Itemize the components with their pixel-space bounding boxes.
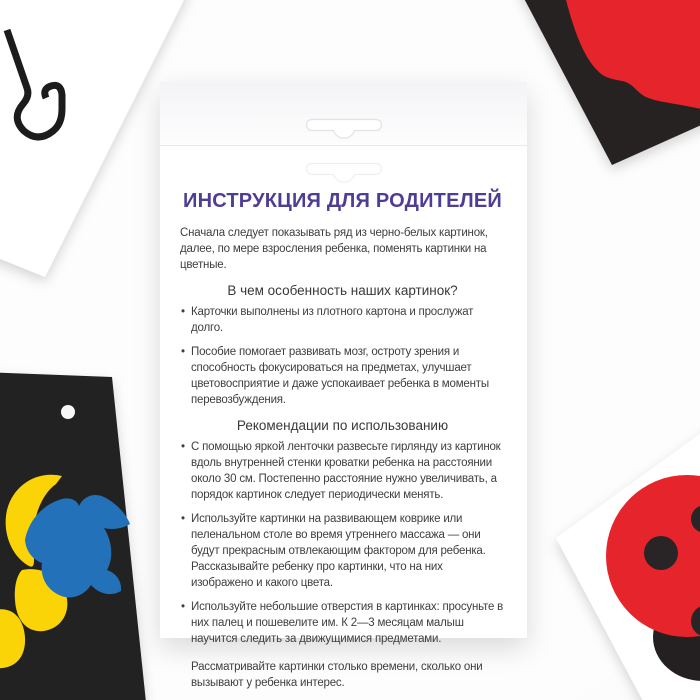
instruction-card: [160, 82, 527, 689]
recommendations-list: [180, 439, 505, 647]
hang-header: [160, 82, 527, 146]
hang-hole: [61, 405, 75, 419]
bullet-item: • Используйте картинки на развивающем коврике или пеленальном столе во время утреннего массажа — они будут прекрасным отвлекающим фактором для ребенка. Рассказывайте ребенку про картинки, что на них изображено и какого цвета.: [180, 511, 505, 591]
bullet-item: • Карточки выполнены из плотного картона и прослужат долго.: [180, 304, 505, 336]
card-title: ИНСТРУКЦИЯ ДЛЯ РОДИТЕЛЕЙ: [183, 190, 502, 212]
intro-paragraph: Сначала следует показывать ряд из черно-белых картинок, далее, по мере взросления ребенка, поменять картинки на цветные.: [180, 227, 488, 271]
section-heading-features: В чем особенность наших картинок?: [227, 283, 458, 298]
euro-slot-back-icon: [305, 118, 383, 142]
bullet-item: • С помощью яркой ленточки развесьте гирлянду из картинок вдоль внутренней стенки кроватки ребенка на расстоянии около 30 см. Постепенно расстояние нужно увеличивать, а порядок картинок следует периодически менять.: [180, 439, 505, 503]
bullet-item: • Пособие помогает развивать мозг, остроту зрения и способность фокусироваться на предметах, улучшает цветовосприятие и даже успокаивает ребенка в моменты перевозбуждения.: [180, 344, 505, 408]
ladybug-spot-icon: [644, 536, 678, 570]
bullet-item: • Используйте небольшие отверстия в картинках: просуньте в них палец и пошевелите им. К 2—3 месяцам малыш научится следить за движущимися предметами.: [180, 599, 505, 647]
features-list: [180, 304, 505, 408]
outro-paragraph: Рассматривайте картинки столько времени, сколько они вызывают у ребенка интерес.: [191, 661, 483, 689]
instruction-text: [160, 146, 527, 691]
section-heading-recommendations: Рекомендации по использованию: [236, 418, 449, 433]
